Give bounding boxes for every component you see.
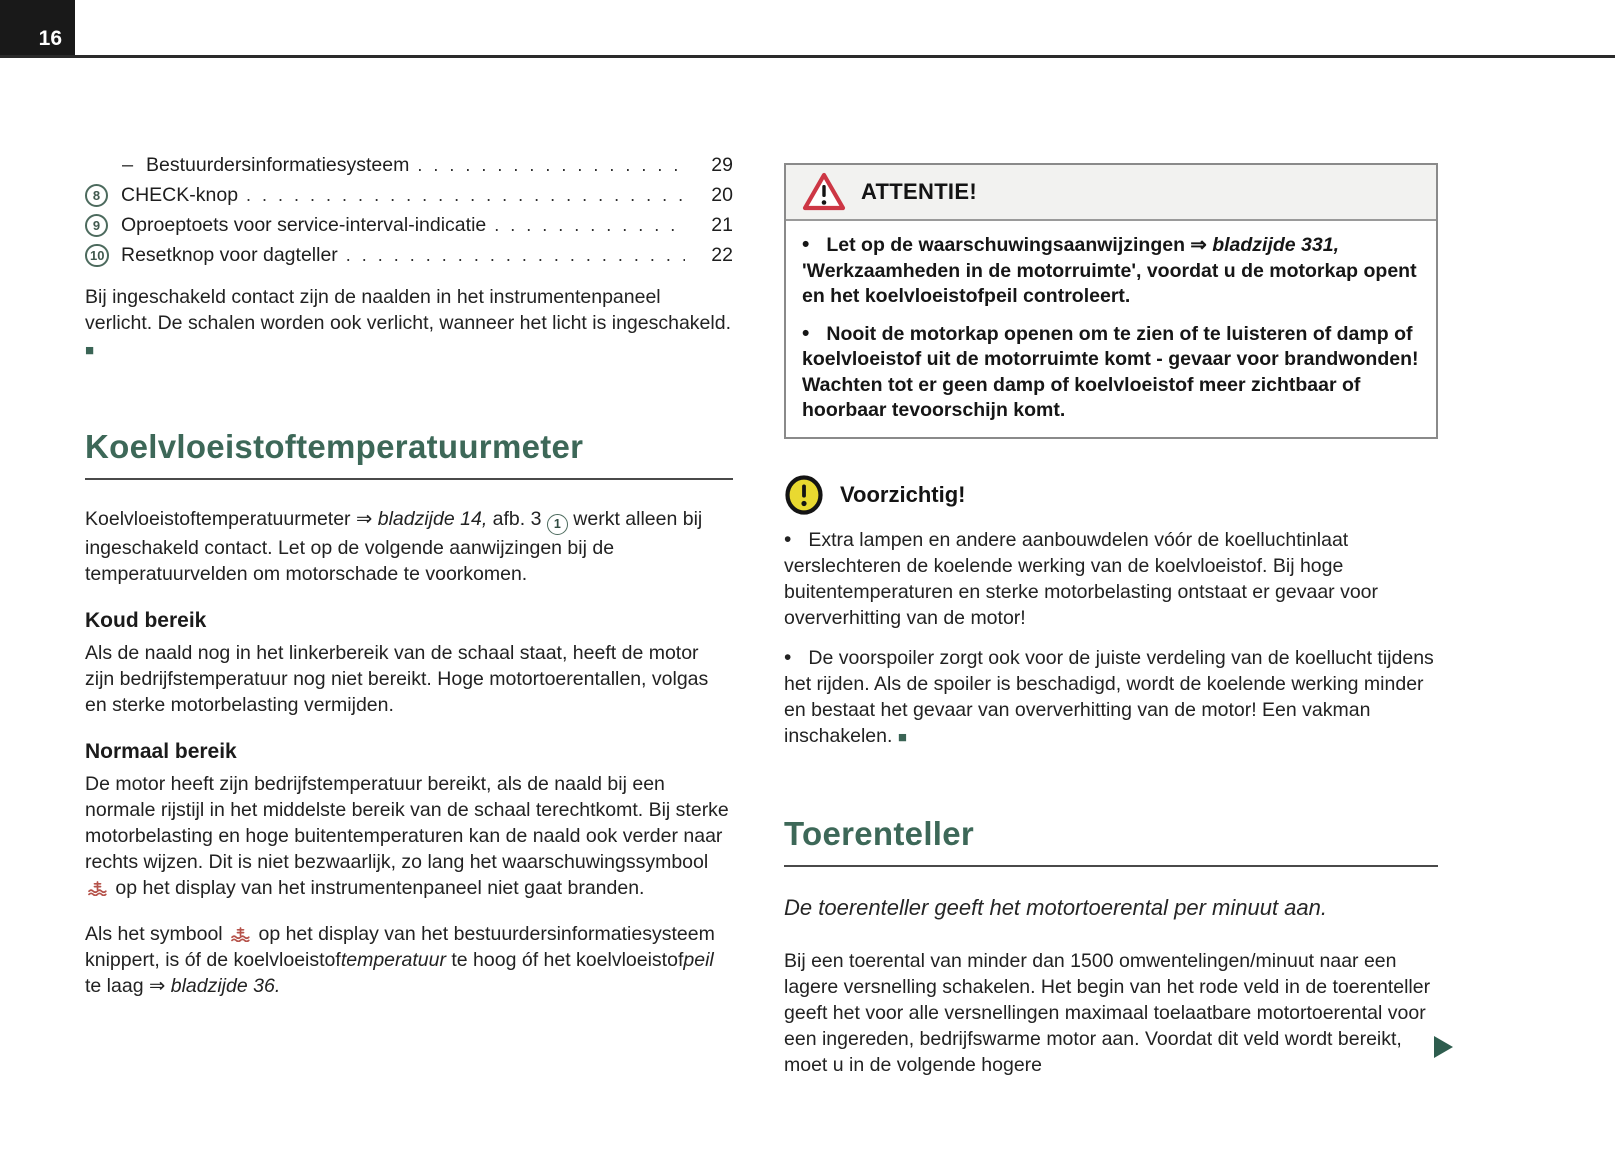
top-rule [0, 55, 1615, 58]
toc-circled-marker [85, 214, 121, 237]
subheading-normaal-bereik: Normaal bereik [85, 739, 237, 763]
toc-dash-marker: – [122, 153, 134, 176]
table-of-contents [85, 150, 733, 270]
intro-paragraph: Bij ingeschakeld contact zijn de naalden in het instrumentenpaneel verlicht. De schalen worden ook verlicht, wanneer het licht is ingeschakeld. ■ [85, 286, 731, 359]
page-number: 16 [38, 27, 62, 50]
toc-label: CHECK-knop [121, 183, 239, 206]
toc-page-number: 22 [711, 243, 733, 266]
attention-box-header [786, 165, 1436, 221]
toc-row [85, 150, 733, 180]
coolant-warning-icon [87, 881, 108, 896]
toc-leader-dots [417, 155, 685, 176]
attention-box-body [786, 221, 1436, 437]
section-heading-koelvloeistoftemperatuurmeter: Koelvloeistoftemperatuurmeter [85, 428, 733, 480]
warning-triangle-icon [802, 172, 846, 212]
continuation-arrow-icon [1434, 1036, 1453, 1058]
toc-label: Oproeptoets voor service-interval-indicatie [121, 213, 487, 236]
attention-title: ATTENTIE! [861, 179, 977, 204]
section-heading-toerenteller: Toerenteller [784, 815, 1438, 867]
page-number-tab [0, 0, 75, 57]
toc-circled-marker [85, 244, 121, 267]
toc-row [85, 180, 733, 210]
toc-leader-dots [246, 185, 685, 206]
caution-body [784, 527, 1438, 751]
subheading-koud-bereik: Koud bereik [85, 608, 207, 632]
attention-bullet: • Let op de waarschuwingsaanwijzingen ⇒ bladzijde 331, 'Werkzaamheden in de motorruimte', voordat u de motorkap opent en het koelvloeistofpeil controleert. [802, 232, 1420, 310]
toc-leader-dots [494, 215, 685, 236]
toc-row [85, 210, 733, 240]
caution-header [784, 475, 1438, 515]
circled-number-icon: 10 [85, 244, 109, 267]
left-column [85, 150, 733, 999]
toc-leader-dots [346, 245, 685, 266]
section-subtitle: De toerenteller geeft het motortoerental per minuut aan. [784, 894, 1327, 920]
attention-bullet: • Nooit de motorkap openen om te zien of te luisteren of damp of koelvloeistof uit de motorruimte komt - gevaar voor brandwonden! Wachten tot er geen damp of koelvloeistof meer zichtbaar of hoorbaar tevoorschijn komt. [802, 321, 1420, 424]
toc-page-number: 29 [711, 153, 733, 176]
toc-page-number: 20 [711, 183, 733, 206]
caution-exclamation-icon [784, 475, 824, 515]
right-column [784, 163, 1438, 1078]
circled-number-icon: 9 [85, 214, 108, 237]
caution-bullet: • Extra lampen en andere aanbouwdelen vóór de koelluchtinlaat verslechteren de koelende werking van de koelvloeistof. Bij hoge buitentemperaturen en sterke motorbelasting ontstaat er gevaar voor oververhitting van de motor! [784, 527, 1438, 631]
attention-warning-box [784, 163, 1438, 439]
toc-page-number: 21 [711, 213, 733, 236]
paragraph: De motor heeft zijn bedrijfstemperatuur bereikt, als de naald bij een normale rijstijl in het middelste bereik van de schaal terechtkomt. Bij sterke motorbelasting en hoge buitentemperaturen kan de naald ook verder naar rechts wijzen. Dit is niet bezwaarlijk, zo lang het waarschuwingssymbool op het display van het instrumentenpaneel niet gaat branden. [85, 772, 729, 899]
circled-number-icon: 8 [85, 184, 108, 207]
paragraph: Koelvloeistoftemperatuurmeter ⇒ bladzijde 14, afb. 3 1 werkt alleen bij ingeschakeld contact. Let op de volgende aanwijzingen bij de temperatuurvelden om motorschade te voorkomen. [85, 508, 703, 585]
toc-label: Bestuurdersinformatiesysteem [146, 153, 410, 176]
caution-bullet: • De voorspoiler zorgt ook voor de juiste verdeling van de koellucht tijdens het rijden. Als de spoiler is beschadigd, wordt de koelende werking minder en bestaat het gevaar van oververhitting van de motor! Een vakman inschakelen. ■ [784, 645, 1438, 751]
coolant-warning-icon [230, 927, 251, 942]
paragraph: Als de naald nog in het linkerbereik van de schaal staat, heeft de motor zijn bedrijfstemperatuur nog niet bereikt. Hoge motortoerentallen, volgas en sterke motorbelasting vermijden. [85, 641, 709, 716]
toc-label: Resetknop voor dagteller [121, 243, 338, 266]
toc-row [85, 240, 733, 270]
caution-title: Voorzichtig! [840, 481, 966, 507]
paragraph: Als het symbool op het display van het bestuurdersinformatiesysteem knippert, is óf de koelvloeistoftemperatuur te hoog óf het koelvloeistofpeil te laag ⇒ bladzijde 36. [85, 922, 715, 997]
toc-circled-marker [85, 184, 121, 207]
circled-number-icon: 1 [547, 514, 568, 535]
paragraph: Bij een toerental van minder dan 1500 omwentelingen/minuut naar een lagere versnelling schakelen. Het begin van het rode veld in de toerenteller geeft het voor alle versnellingen maximaal toelaatbare motortoerental voor een ingereden, bedrijfswarme motor aan. Voordat dit veld wordt bereikt, moet u in de volgende hogere [784, 949, 1431, 1076]
